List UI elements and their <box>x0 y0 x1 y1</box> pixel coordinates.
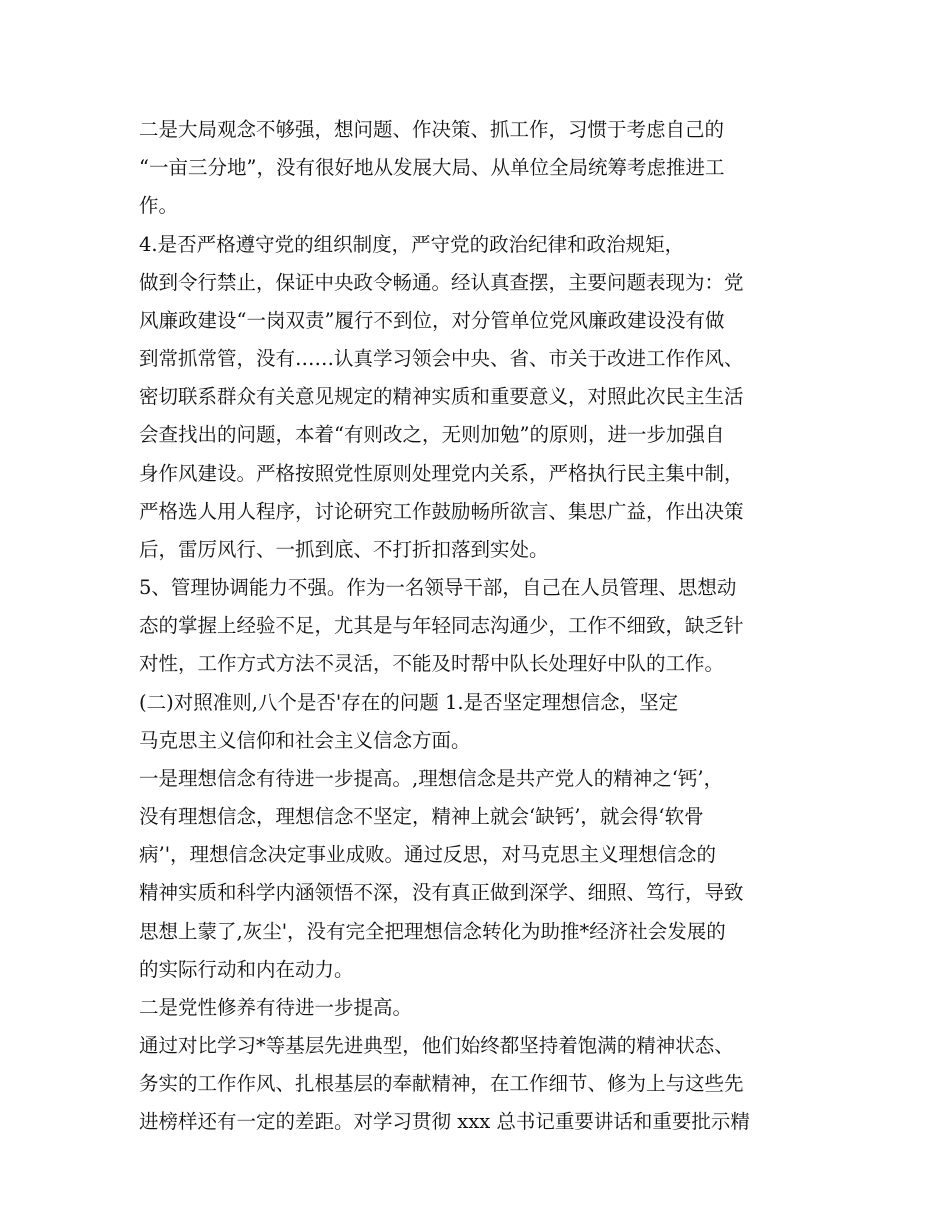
text-line: 思想上蒙了,灰尘'，没有完全把理想信念转化为助推*经济社会发展的 <box>139 920 726 943</box>
text-line: 严格选人用人程序，讨论研究工作鼓励畅所欲言、集思广益，作出决策 <box>139 500 744 523</box>
text-line: 的实际行动和内在动力。 <box>139 958 354 981</box>
text-line: 二是党性修养有待进一步提高。 <box>139 996 413 1019</box>
text-line: 一是理想信念有待进一步提高。,理想信念是共产党人的精神之‘钙’， <box>139 767 724 790</box>
text-line: (二)对照准则,八个是否'存在的问题 1.是否坚定理想信念，坚定 <box>139 691 679 714</box>
text-line: 没有理想信念，理想信念不坚定，精神上就会‘缺钙’，就会得‘软骨 <box>139 805 704 828</box>
text-line: 马克思主义信仰和社会主义信念方面。 <box>139 729 471 752</box>
text-line: 5、管理协调能力不强。作为一名领导干部，自己在人员管理、思想动 <box>139 576 737 599</box>
text-line: 病’'，理想信念决定事业成败。通过反思，对马克思主义理想信念的 <box>139 843 717 866</box>
text-line: 务实的工作作风、扎根基层的奉献精神，在工作细节、修为上与这些先 <box>139 1072 744 1095</box>
text-line: 态的掌握上经验不足，尤其是与年轻同志沟通少，工作不细致，缺乏针 <box>139 614 744 637</box>
text-line: 身作风建设。严格按照党性原则处理党内关系，严格执行民主集中制， <box>139 462 744 485</box>
text-line: 进榜样还有一定的差距。对学习贯彻 xxx 总书记重要讲话和重要批示精 <box>139 1110 750 1133</box>
text-line: 4.是否严格遵守党的组织制度，严守党的政治纪律和政治规矩， <box>139 233 685 256</box>
text-line: 精神实质和科学内涵领悟不深，没有真正做到深学、细照、笃行，导致 <box>139 881 744 904</box>
text-line: 后，雷厉风行、一抓到底、不打折扣落到实处。 <box>139 538 549 561</box>
text-line: 对性，工作方式方法不灵活，不能及时帮中队长处理好中队的工作。 <box>139 652 725 675</box>
text-line: “一亩三分地”，没有很好地从发展大局、从单位全局统筹考虑推进工 <box>139 156 725 179</box>
text-line: 作。 <box>139 194 179 217</box>
text-line: 会查找出的问题，本着“有则改之，无则加勉”的原则，进一步加强自 <box>139 423 725 446</box>
text-line: 风廉政建设“一岗双责”履行不到位，对分管单位党风廉政建设没有做 <box>139 309 725 332</box>
text-line: 二是大局观念不够强，想问题、作决策、抓工作，习惯于考虑自己的 <box>139 118 725 141</box>
text-line: 到常抓常管，没有……认真学习领会中央、省、市关于改进工作作风、 <box>139 347 744 370</box>
text-line: 做到令行禁止，保证中央政令畅通。经认真查摆，主要问题表现为：党 <box>139 271 744 294</box>
text-line: 密切联系群众有关意见规定的精神实质和重要意义，对照此次民主生活 <box>139 385 744 408</box>
text-line: 通过对比学习*等基层先进典型，他们始终都坚持着饱满的精神状态、 <box>139 1034 734 1057</box>
